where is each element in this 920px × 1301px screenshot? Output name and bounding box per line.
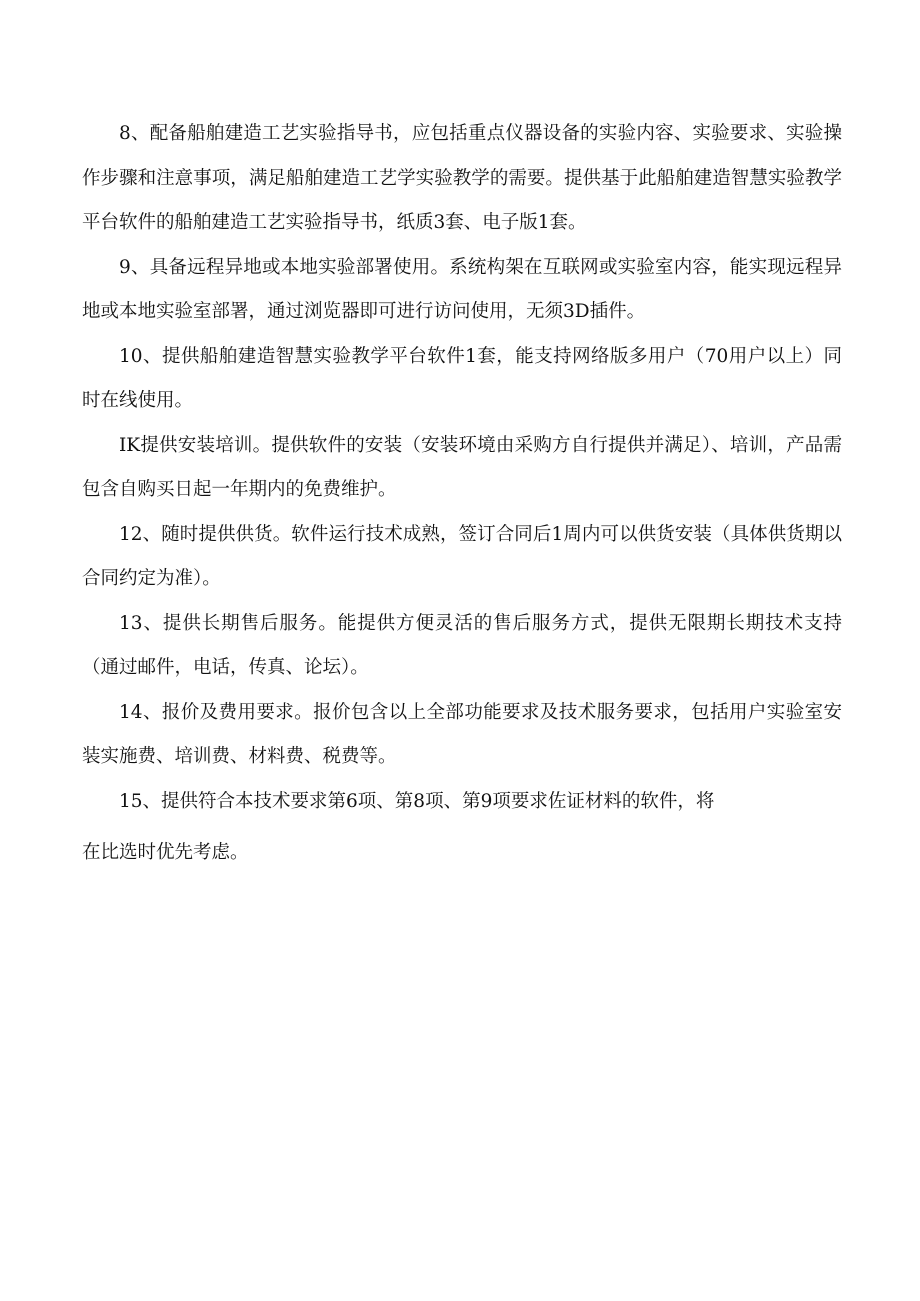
paragraph-8: 8、配备船舶建造工艺实验指导书，应包括重点仪器设备的实验内容、实验要求、实验操作步骤和注意事项，满足船舶建造工艺学实验教学的需要。提供基于此船舶建造智慧实验教学平台软件的船舶建造工艺实验指导书，纸质3套、电子版1套。 [82,123,842,233]
paragraph-11: IK提供安装培训。提供软件的安装（安装环境由采购方自行提供并满足）、培训，产品需包含自购买日起一年期内的免费维护。 [82,434,842,500]
paragraph-13: 13、提供长期售后服务。能提供方便灵活的售后服务方式，提供无限期长期技术支持（通过邮件，电话，传真、论坛）。 [82,612,842,678]
paragraph-15-line-1: 15、提供符合本技术要求第6项、第8项、第9项要求佐证材料的软件，将 [119,790,715,812]
paragraph-12: 12、随时提供供货。软件运行技术成熟，签订合同后1周内可以供货安装（具体供货期以合同约定为准）。 [82,523,842,589]
paragraph-9: 9、具备远程异地或本地实验部署使用。系统构架在互联网或实验室内容，能实现远程异地或本地实验室部署，通过浏览器即可进行访问使用，无须3D插件。 [82,256,842,322]
paragraph-15 [82,780,842,876]
paragraph-10: 10、提供船舶建造智慧实验教学平台软件1套，能支持网络版多用户（70用户以上）同时在线使用。 [82,345,842,411]
paragraph-14: 14、报价及费用要求。报价包含以上全部功能要求及技术服务要求，包括用户实验室安装实施费、培训费、材料费、税费等。 [82,701,842,767]
document-body [82,112,842,876]
paragraph-15-line-2: 在比选时优先考虑。 [82,842,249,863]
